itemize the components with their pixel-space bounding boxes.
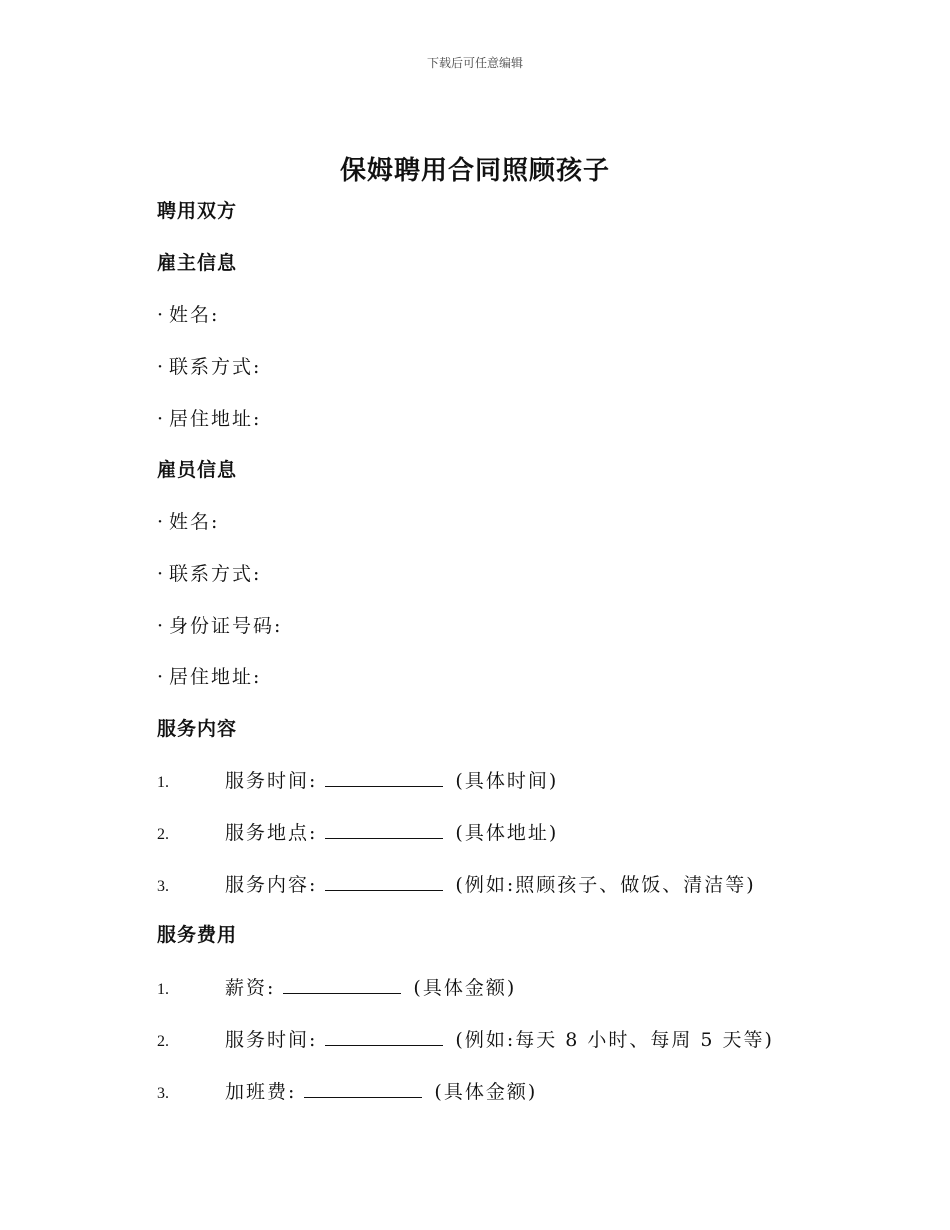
employee-name-field: · 姓名: [157,511,220,533]
fill-blank[interactable] [283,975,401,994]
fee-item: 2. 服务时间: (例如:每天 8 小时、每周 5 天等) [157,1029,774,1051]
service-item: 2. 服务地点: (具体地址) [157,822,559,844]
field-label: 身份证号码: [169,615,283,637]
fill-blank[interactable] [325,820,443,839]
header-note: 下载后可任意编辑 [426,56,523,70]
item-note: (例如:照顾孩子、做饭、清洁等) [455,874,756,896]
item-note: (具体金额) [434,1081,538,1103]
fill-blank[interactable] [325,872,443,891]
service-content-heading: 服务内容 [157,718,238,740]
employer-name-field: · 姓名: [157,304,220,326]
item-label: 加班费: [225,1081,297,1103]
fill-blank[interactable] [325,1027,443,1046]
document-title: 保姆聘用合同照顾孩子 [339,156,610,186]
service-fees-heading: 服务费用 [157,924,238,946]
service-item: 3. 服务内容: (例如:照顾孩子、做饭、清洁等) [157,874,756,896]
item-note: (具体地址) [455,822,559,844]
field-label: 居住地址: [169,408,262,430]
fee-item: 1. 薪资: (具体金额) [157,977,517,999]
employer-contact-field: · 联系方式: [157,356,262,378]
field-label: 姓名: [169,304,220,326]
field-label: 联系方式: [169,563,262,585]
fill-blank[interactable] [304,1079,422,1098]
fill-blank[interactable] [325,768,443,787]
employee-id-field: · 身份证号码: [157,615,283,637]
field-label: 姓名: [169,511,220,533]
employee-info-heading: 雇员信息 [157,459,238,481]
item-label: 服务地点: [225,822,318,844]
field-label: 居住地址: [169,666,262,688]
item-note: (例如:每天 8 小时、每周 5 天等) [455,1029,774,1051]
fee-item: 3. 加班费: (具体金额) [157,1081,538,1103]
section-parties-heading: 聘用双方 [157,200,238,222]
item-label: 服务内容: [225,874,318,896]
item-label: 薪资: [225,977,276,999]
item-note: (具体时间) [455,770,559,792]
employer-info-heading: 雇主信息 [157,252,238,274]
item-label: 服务时间: [225,1029,318,1051]
service-item: 1. 服务时间: (具体时间) [157,770,559,792]
field-label: 联系方式: [169,356,262,378]
employee-contact-field: · 联系方式: [157,563,262,585]
item-note: (具体金额) [413,977,517,999]
employer-address-field: · 居住地址: [157,408,262,430]
employee-address-field: · 居住地址: [157,666,262,688]
item-label: 服务时间: [225,770,318,792]
